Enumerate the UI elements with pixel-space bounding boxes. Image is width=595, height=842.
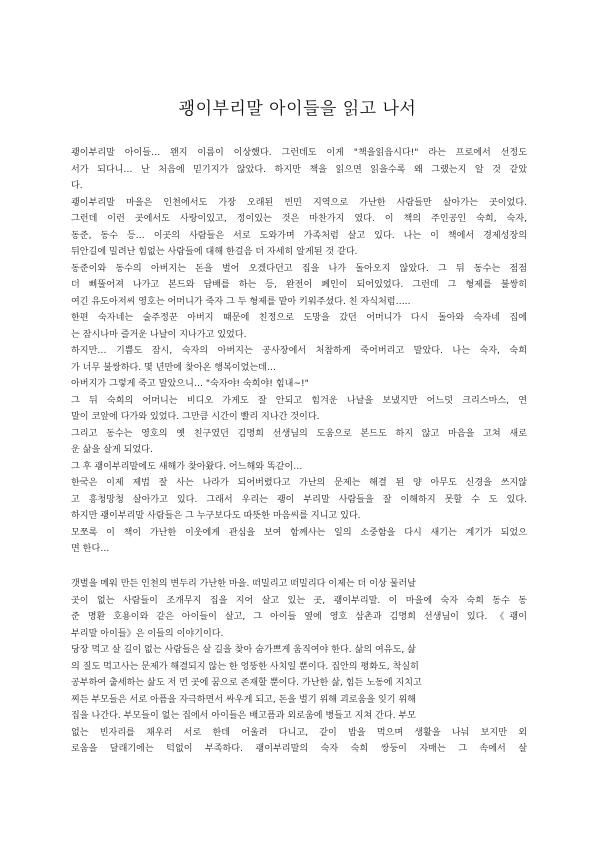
text-line: 공부하여 출세하는 삶도 저 먼 곳에 꿈으로 존재할 뿐이다. 가난한 삶, 힘든 노동에 지치고: [71, 678, 422, 688]
text-line: 하지만… 기쁨도 잠시, 숙자의 아버지는 공사장에서 처참하게 죽어버리고 말았다. 나는 숙자, 숙희: [71, 346, 527, 356]
text-line: 동준, 동수 등… 이곳의 사람들은 서로 도와가며 가족처럼 살고 있다. 나는 이 책에서 경제성장의: [71, 230, 527, 241]
text-line: 면 한다…: [71, 544, 110, 554]
text-line: 아버지가 그렇게 죽고 말았으니… "숙자야! 숙희야! 힘내~!": [71, 379, 309, 389]
body-section-1: [71, 145, 527, 558]
text-line: 더 삐뚤어져 나가고 본드와 담배를 하는 등, 완전이 폐인이 되어있었다. 그런데 그 형제를 불쌍히: [71, 280, 527, 290]
body-section-2: [71, 576, 527, 758]
text-line: 준 명환 호용이와 같은 아이들이 살고, 그 아이들 옆에 영호 삼촌과 김명희 선생님이 있다. 《괭이: [71, 612, 527, 622]
text-line: 의 질도 먹고사는 문제가 해결되지 않는 한 엉뚱한 사치일 뿐이다. 집안의 평화도, 착실히: [71, 661, 419, 672]
text-line: 곳이 없는 사람들이 조개무지 집을 지어 살고 있는 곳, 괭이부리말. 이 마을에 숙자 숙희 동수 동: [71, 595, 527, 606]
text-line: 없는 빈자리를 채우러 서로 한데 어울려 다니고, 같이 밥을 먹으며 생활을 나눠 보지만 외: [71, 727, 527, 738]
text-line: 집을 나간다. 부모들이 없는 집에서 아이들은 배고픔과 외로움에 병들고 지쳐 간다. 부모: [71, 711, 417, 721]
text-line: 부리말 아이들》은 이들의 이야기이다.: [71, 628, 224, 639]
text-line: 찌든 부모들은 서로 아픔을 자극하면서 싸우게 되고, 돈을 벌기 위해 괴로움을 잊기 위해: [71, 694, 417, 705]
text-line: 고 흥청망청 살아가고 있다. 그래서 우리는 괭이 부리말 사람들을 잘 이해하지 못할 수 도 있다.: [71, 494, 527, 505]
text-line: 모쪼록 이 책이 가난한 이웃에게 관심을 보여 함께사는 일의 소중함을 다시 새기는 계기가 되었으: [71, 527, 527, 538]
text-line: 한국은 이제 제법 잘 사는 나라가 되어버렸다고 가난의 문제는 해결 된 양 아무도 신경을 쓰지않: [71, 478, 527, 488]
text-line: 운 삶을 살게 되었다.: [71, 445, 153, 455]
text-line: 괭이부리말 아이들… 왠지 이름이 이상했다. 그런데도 이게 "책을읽읍시다!" 라는 프로에서 선정도: [71, 148, 527, 158]
text-line: 서가 되다니… 난 처음에 믿기지가 않았다. 하지만 책을 읽으면 읽을수록 왜 그랬는지 알 것 같았: [71, 164, 527, 175]
text-line: 말이 코앞에 다가와 있었다. 그만큼 시간이 빨리 지나간 것이다.: [71, 412, 320, 422]
text-line: 그 후 괭이부리말에도 새해가 찾아왔다. 어느해와 똑같이…: [71, 461, 303, 472]
text-line: 그 뒤 숙희의 어머니는 비디오 가게도 잘 안되고 힘겨운 나날을 보냈지만 어느덧 크리스마스, 연: [71, 395, 527, 406]
text-line: 한편 숙자네는 술주정꾼 아버지 때문에 친정으로 도망을 갔던 어머니가 다시 돌아와 숙자네 집에: [71, 313, 527, 323]
text-line: 괭이부리말 마을은 인천에서도 가장 오래된 빈민 지역으로 가난한 사람들만 살아가는 곳이었다.: [71, 197, 527, 208]
document-title: 괭이부리말 아이들을 읽고 나서: [178, 99, 417, 119]
text-line: 그리고 동수는 영호의 옛 친구였던 김명희 선생님의 도움으로 본드도 하지 않고 마음을 고쳐 새로: [71, 428, 527, 439]
text-line: 는 잠시나마 즐거운 나날이 지나가고 있었다.: [71, 329, 247, 340]
text-line: 하지만 괭이부리말 사람들은 그 누구보다도 따뜻한 마음씨를 지니고 있다.: [71, 511, 361, 521]
text-line: 동준이와 동수의 아버지는 돈을 벌어 오겠다던고 집을 나가 돌아오지 않았다. 그 뒤 동수는 점점: [71, 263, 527, 274]
text-line: 가 너무 불쌍하다. 몇 년만에 찾아온 행복이었는데…: [71, 362, 277, 373]
text-line: 당장 먹고 살 길이 없는 사람들은 살 길을 찾아 숨가쁘게 움직여야 한다. 삶의 여유도, 삶: [71, 645, 416, 655]
text-line: 그런데 이런 곳에서도 사랑이있고, 정이있는 것은 마찬가지 였다. 이 책의 주인공인 숙희, 숙자,: [71, 214, 527, 224]
text-line: 로움을 달래기에는 턱없이 부족하다. 괭이부리말의 숙자 숙희 쌍둥이 자매는 그 속에서 살: [71, 744, 527, 754]
text-line: 뒤안길에 밀려난 힘없는 사람들에 대해 한걸음 더 자세히 알게된 것 같다.: [71, 247, 358, 257]
text-line: 갯벌을 메워 만든 인천의 변두리 가난한 마을. 떠밀리고 떠밀리다 이제는 더 이상 물러날: [71, 579, 417, 589]
text-line: 여긴 유도아저씨 영호는 어머니가 죽자 그 두 형제를 맡아 키워주셨다. 친 자식처럼…..: [71, 296, 411, 307]
text-line: 다.: [71, 181, 83, 191]
